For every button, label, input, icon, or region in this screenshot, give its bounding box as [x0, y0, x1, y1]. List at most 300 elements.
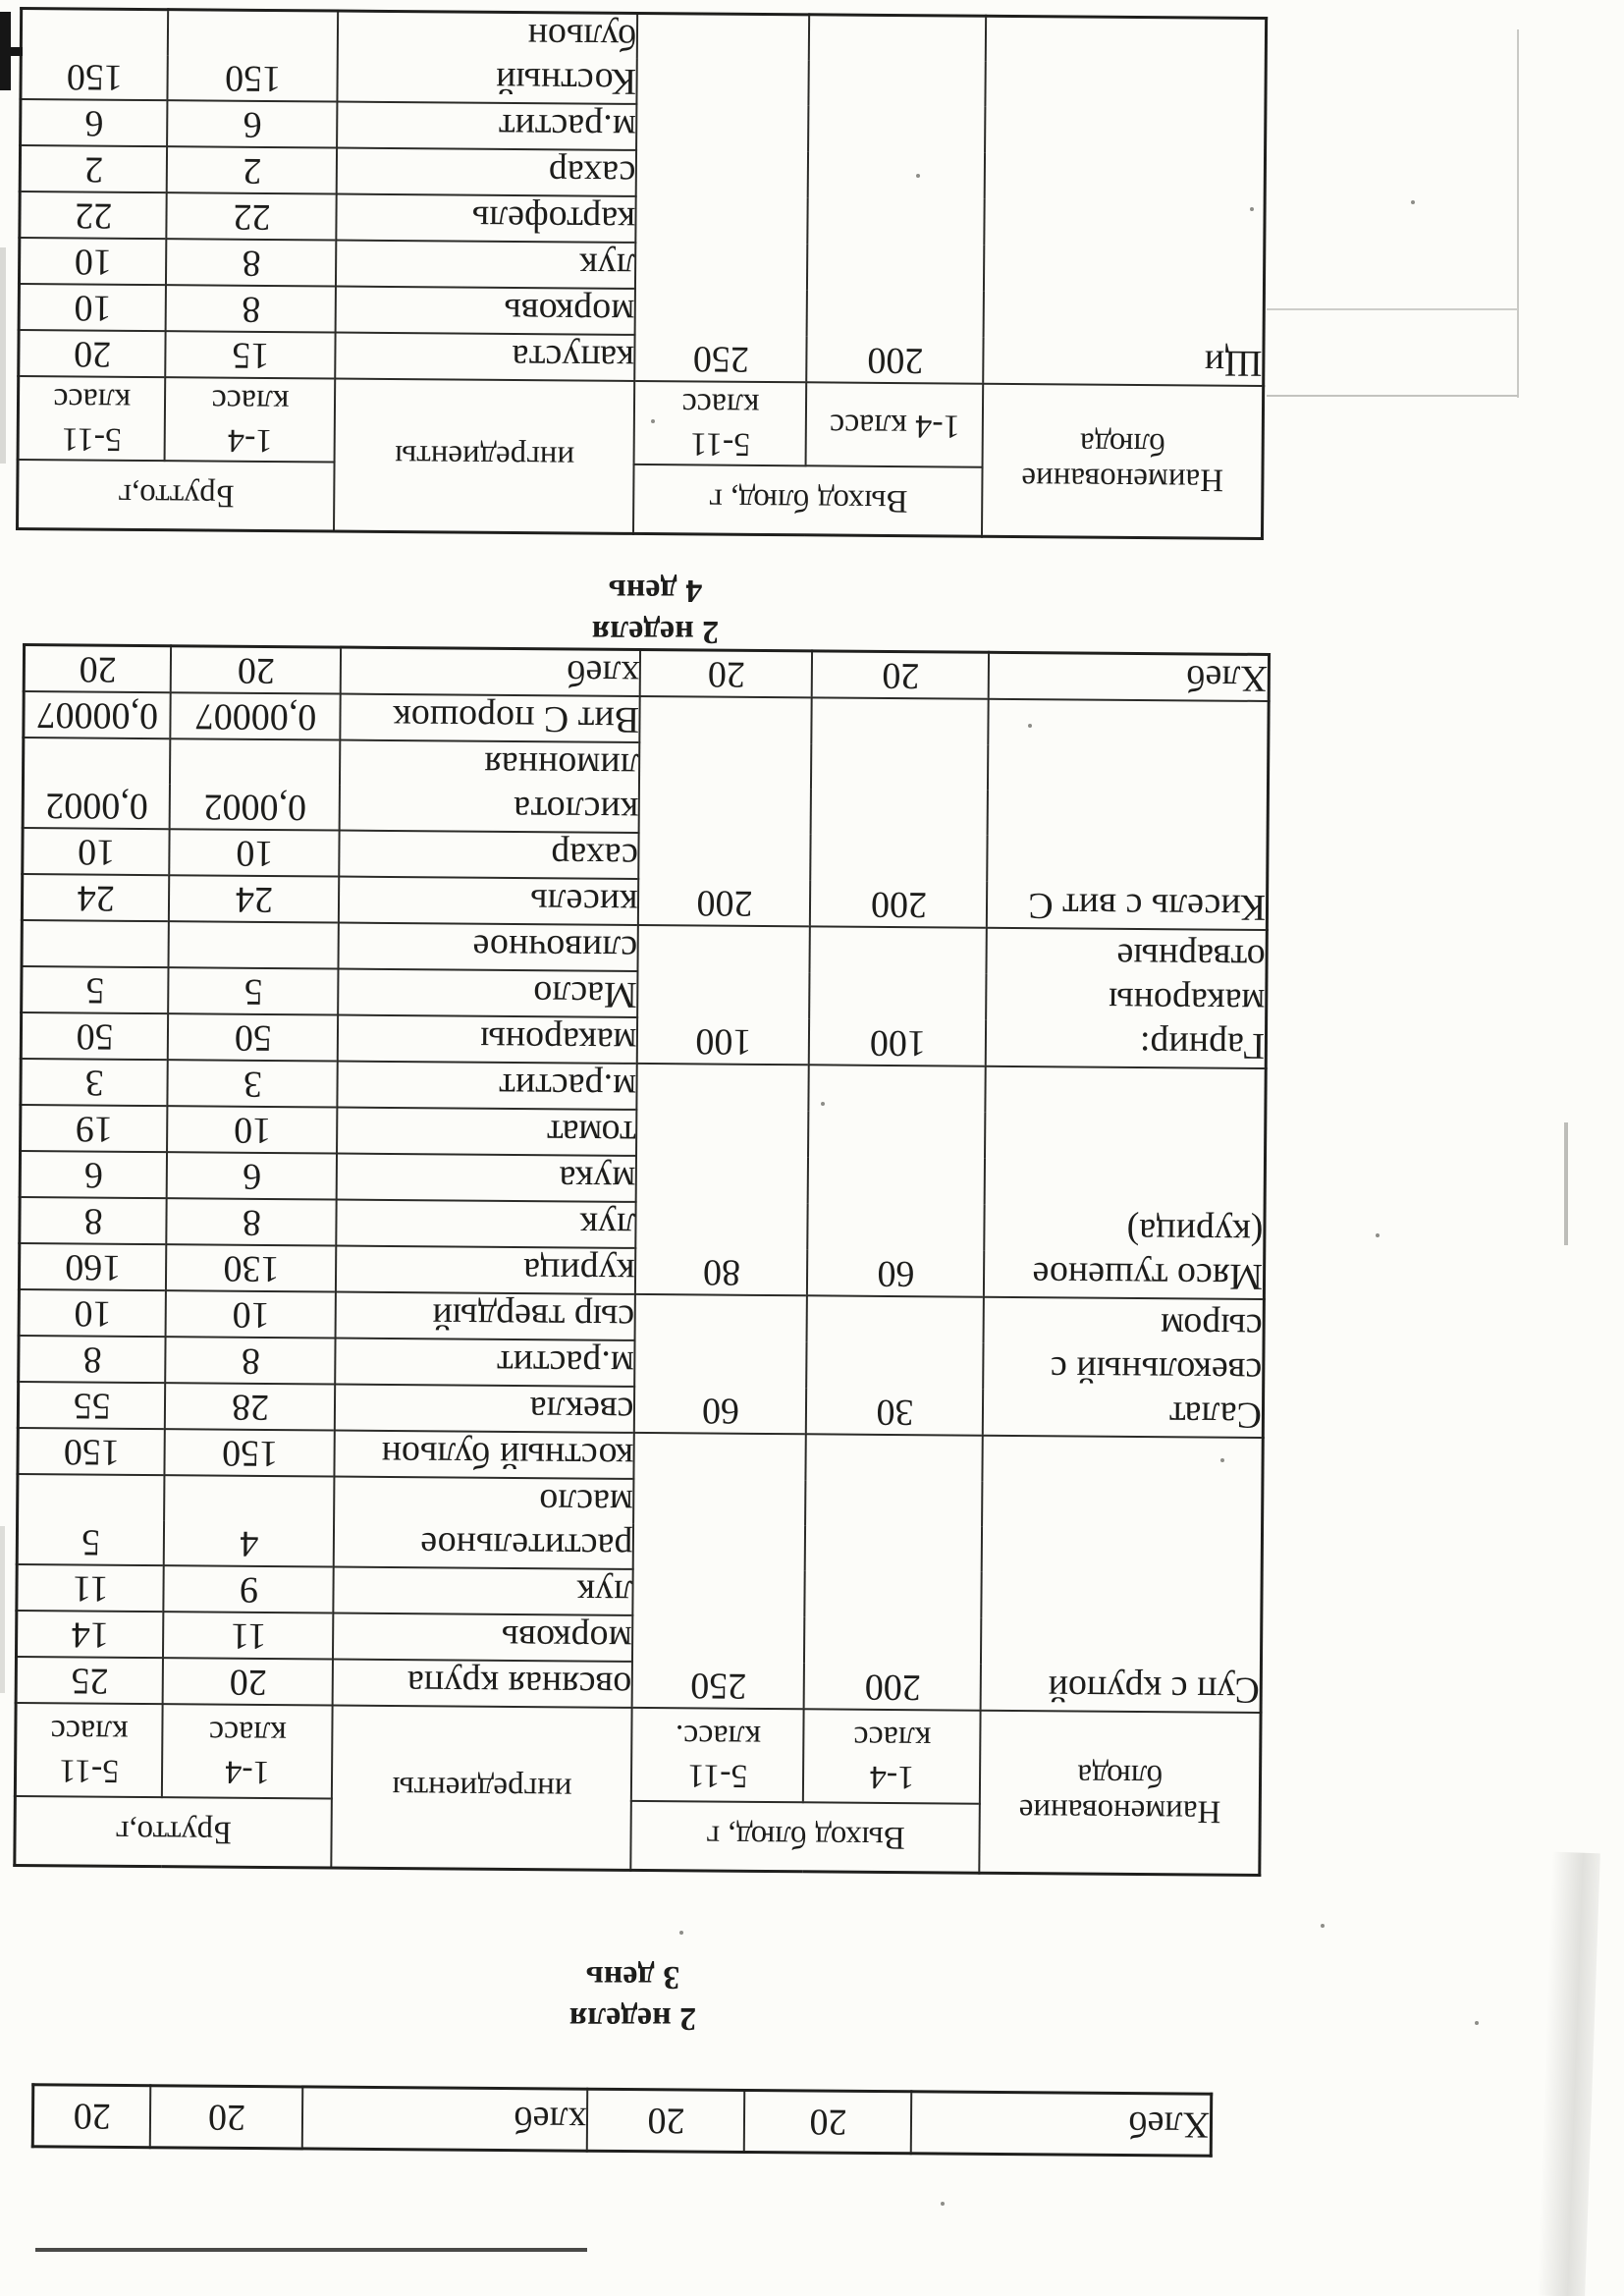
ingredient-cell	[341, 694, 640, 742]
header-dish-name	[982, 384, 1263, 538]
header-ingredients: ингредиенты	[334, 379, 634, 533]
brutto-value: 22	[75, 194, 113, 238]
text-line: свекольный с	[1050, 1348, 1263, 1393]
header-class-range	[806, 383, 984, 467]
vyhod-value-box	[639, 880, 809, 925]
ingredient-cell	[341, 648, 640, 697]
brutto-cell	[18, 1429, 165, 1476]
brutto-value: 8	[242, 1202, 262, 1244]
brutto-cell	[17, 1475, 165, 1566]
vyhod-cell	[632, 1433, 806, 1709]
brutto-value: 0,0002	[45, 785, 148, 828]
header-ingredients: ингредиенты	[332, 1706, 632, 1870]
text-line: класс.	[675, 1718, 762, 1755]
vyhod-value-box	[813, 653, 988, 698]
text-line: Хлеб	[1128, 2104, 1211, 2146]
brutto-cell	[167, 193, 337, 241]
brutto-cell	[23, 738, 171, 830]
text-line: блюда	[1077, 1757, 1164, 1793]
vyhod-cell	[804, 1435, 983, 1711]
text-line: сыр твердый	[432, 1295, 635, 1339]
text-line: кислота	[514, 789, 639, 832]
text-line: Костный	[495, 60, 637, 103]
scan-speck	[916, 174, 920, 178]
brutto-value: 20	[73, 2095, 111, 2137]
vyhod-value-box	[588, 2091, 743, 2151]
faint-table-rule	[1267, 395, 1518, 397]
brutto-value: 4	[240, 1523, 259, 1565]
ingredient-cell	[337, 194, 636, 243]
ingredient-cell	[335, 1385, 634, 1433]
text-line: Хлеб	[1186, 657, 1269, 700]
brutto-value: 6	[83, 1155, 104, 1197]
text-line: сахар	[551, 835, 639, 878]
brutto-value: 20	[79, 648, 117, 691]
vyhod-value: 100	[695, 1020, 752, 1064]
brutto-cell	[166, 286, 336, 333]
brutto-cell	[165, 1384, 335, 1431]
table-header-row	[17, 461, 1263, 539]
vyhod-cell	[744, 2090, 911, 2153]
ingredient-cell	[338, 1062, 637, 1110]
header-class-range	[165, 378, 336, 463]
scan-stray-line	[35, 2248, 587, 2252]
ingredient-cell	[334, 1477, 634, 1569]
vyhod-value-box	[808, 1251, 983, 1296]
brutto-cell	[22, 921, 169, 968]
brutto-value: 55	[73, 1385, 111, 1428]
text-line: 1-4	[225, 1753, 270, 1791]
brutto-value: 8	[242, 243, 261, 285]
title-week-line: 2 неделя	[568, 2000, 697, 2037]
table-bread-row	[34, 2088, 1213, 2153]
text-line: томат	[546, 1112, 636, 1155]
brutto-cell	[21, 1013, 168, 1061]
brutto-value: 10	[232, 1294, 270, 1337]
brutto-cell	[20, 1198, 167, 1245]
brutto-value: 50	[234, 1017, 273, 1060]
brutto-cell	[150, 2086, 302, 2149]
vyhod-value-box	[635, 1388, 805, 1433]
text-line: Наименование	[1021, 460, 1224, 498]
brutto-value: 9	[239, 1569, 259, 1612]
brutto-value: 19	[75, 1108, 114, 1151]
brutto-cell	[165, 1430, 335, 1477]
vyhod-cell	[635, 14, 810, 383]
vyhod-value-box	[810, 1020, 985, 1066]
table-day4-fragment	[21, 16, 1266, 535]
brutto-value: 8	[83, 1201, 103, 1243]
text-line: Салат	[1168, 1394, 1263, 1437]
vyhod-value-box	[805, 1665, 980, 1710]
ingredient-cell	[336, 1292, 635, 1340]
brutto-cell	[32, 2085, 150, 2148]
text-line: блюда	[1079, 425, 1166, 462]
ingredient-cell	[338, 1015, 637, 1064]
brutto-value: 160	[65, 1246, 122, 1289]
dish-cell	[987, 699, 1269, 930]
vyhod-cell	[806, 1296, 984, 1436]
brutto-cell	[24, 692, 171, 739]
ingredient-cell	[336, 1339, 635, 1387]
table-row	[22, 875, 1267, 931]
brutto-value: 8	[82, 1339, 102, 1382]
dish-cell	[989, 653, 1269, 702]
vyhod-value-box	[636, 1249, 806, 1294]
title-week-line: 2 неделя	[591, 614, 720, 650]
ingredient-cell	[333, 1613, 632, 1662]
ingredient-cell	[302, 2087, 587, 2151]
brutto-value: 10	[77, 831, 116, 874]
vyhod-cell	[810, 698, 989, 928]
text-line: 5-11	[687, 1757, 748, 1794]
brutto-value: 50	[76, 1015, 114, 1059]
brutto-value: 20	[229, 1662, 267, 1704]
vyhod-value-box	[807, 1390, 982, 1435]
brutto-value: 10	[74, 1292, 112, 1336]
text-line: отварные	[1116, 936, 1266, 979]
text-line: костный бульон	[381, 1434, 634, 1478]
vyhod-cell	[812, 651, 989, 699]
brutto-cell	[169, 876, 339, 923]
text-line: курица	[522, 1250, 635, 1293]
text-line: хлеб	[514, 2099, 587, 2141]
vyhod-cell	[635, 1064, 809, 1295]
table-header-row	[15, 1796, 1261, 1875]
text-line: лимонная	[484, 744, 639, 788]
brutto-cell	[22, 967, 169, 1014]
vyhod-cell	[807, 15, 987, 384]
vyhod-value-box	[808, 338, 983, 383]
vyhod-cell	[634, 1294, 807, 1434]
text-line: класс	[53, 381, 132, 418]
brutto-value: 22	[233, 196, 271, 239]
brutto-value: 15	[232, 335, 270, 377]
ingredient-cell	[338, 1108, 637, 1156]
vyhod-value: 20	[882, 655, 920, 697]
brutto-cell	[21, 9, 169, 101]
vyhod-value: 60	[877, 1253, 915, 1295]
text-line: (курица)	[1126, 1211, 1264, 1254]
brutto-cell	[164, 1566, 334, 1613]
brutto-cell	[17, 1564, 164, 1612]
brutto-value: 11	[72, 1567, 109, 1611]
brutto-cell	[163, 1659, 333, 1706]
brutto-value: 150	[224, 58, 282, 100]
vyhod-cell	[638, 696, 812, 926]
vyhod-value: 20	[707, 653, 746, 696]
text-line: сахар	[548, 152, 636, 195]
ingredient-cell	[333, 1660, 632, 1708]
scan-speck	[651, 419, 655, 423]
title-week2-day3	[542, 1954, 724, 2039]
ingredient-cell	[337, 1154, 636, 1202]
brutto-value: 0,0002	[203, 786, 307, 829]
table-row	[19, 1244, 1264, 1300]
vyhod-value: 60	[701, 1390, 740, 1433]
brutto-cell	[168, 101, 338, 148]
vyhod-cell	[809, 927, 987, 1066]
vyhod-cell	[587, 2089, 744, 2152]
vyhod-cell	[807, 1066, 986, 1297]
brutto-value: 2	[243, 150, 262, 192]
brutto-cell	[168, 10, 339, 102]
brutto-value: 2	[83, 149, 104, 191]
brutto-cell	[16, 1611, 163, 1658]
vyhod-value-box	[745, 2092, 910, 2152]
text-line: бульон	[527, 16, 637, 59]
ingredient-cell	[336, 287, 635, 335]
brutto-cell	[20, 146, 167, 193]
brutto-cell	[21, 1106, 168, 1153]
ingredient-cell	[338, 12, 638, 105]
brutto-cell	[169, 922, 339, 969]
text-line: класс	[50, 1713, 129, 1750]
table-row	[21, 1013, 1266, 1069]
brutto-value: 6	[243, 104, 262, 146]
scan-speck	[1220, 1458, 1224, 1462]
scan-streak	[1564, 1122, 1568, 1245]
brutto-value: 3	[84, 1063, 104, 1105]
title-day-line: 3 день	[585, 1959, 680, 1995]
header-brutto: Брутто,г	[15, 1796, 333, 1868]
vyhod-cell	[640, 650, 812, 698]
scan-speck	[1475, 2021, 1479, 2025]
dish-cell	[984, 17, 1267, 387]
ingredient-cell	[336, 241, 635, 289]
brutto-value: 20	[237, 650, 276, 692]
brutto-cell	[21, 1060, 168, 1107]
scan-speck	[821, 1102, 825, 1106]
vyhod-value: 20	[647, 2100, 685, 2142]
brutto-value	[170, 923, 338, 968]
brutto-value: 8	[241, 1340, 261, 1383]
brutto-cell	[16, 1657, 163, 1704]
brutto-value: 8	[242, 289, 261, 331]
text-line: лук	[579, 245, 635, 288]
scan-speck	[941, 2202, 945, 2206]
dish-cell	[981, 1436, 1263, 1713]
vyhod-value-box	[633, 1663, 803, 1708]
brutto-cell	[168, 1061, 338, 1108]
text-line: класс	[681, 386, 760, 423]
scan-speck	[1028, 724, 1032, 728]
brutto-value: 0,00007	[194, 695, 317, 738]
brutto-cell	[20, 1152, 167, 1199]
text-line: кисель	[530, 881, 638, 924]
brutto-cell	[20, 192, 167, 240]
scan-speck	[1411, 200, 1415, 204]
brutto-cell	[166, 1338, 336, 1385]
header-class-range	[15, 1703, 163, 1797]
menu-table-day3	[13, 644, 1271, 1877]
ingredient-cell	[336, 1246, 635, 1294]
table-row	[24, 645, 1269, 701]
text-line: свекла	[529, 1389, 634, 1432]
text-line: хлеб	[567, 652, 640, 695]
ingredient-cell	[339, 877, 638, 925]
header-vyhod: Выход блюд, г	[631, 1801, 981, 1873]
ingredient-cell	[339, 969, 638, 1017]
text-line: картофель	[471, 198, 636, 242]
vyhod-value-box	[638, 1018, 808, 1064]
vyhod-value-box	[636, 336, 806, 381]
brutto-cell	[168, 1107, 338, 1154]
brutto-value: 11	[230, 1615, 267, 1658]
vyhod-value: 200	[864, 1667, 921, 1709]
brutto-cell	[19, 1244, 166, 1291]
ingredient-cell	[340, 831, 639, 879]
brutto-value: 5	[81, 1522, 101, 1564]
brutto-value: 28	[231, 1387, 270, 1429]
brutto-cell	[19, 239, 166, 286]
text-line: овсяная крупа	[406, 1663, 632, 1707]
text-line: 1-4	[869, 1758, 915, 1796]
ingredient-cell	[338, 102, 637, 150]
header-class-range	[162, 1705, 333, 1799]
brutto-cell	[170, 830, 340, 877]
brutto-value: 130	[223, 1248, 280, 1290]
text-line: Суп с крупой	[1048, 1667, 1260, 1712]
ingredient-cell	[336, 333, 635, 381]
scan-speck	[679, 1931, 683, 1935]
brutto-value: 10	[74, 287, 112, 330]
brutto-cell	[24, 645, 171, 693]
header-vyhod: Выход блюд, г	[633, 465, 983, 536]
brutto-cell	[164, 1476, 335, 1567]
brutto-cell	[166, 1291, 336, 1339]
brutto-value: 5	[244, 971, 263, 1013]
brutto-value: 24	[235, 879, 274, 921]
faint-table-edge	[1517, 29, 1519, 398]
text-line: Вит С порошок	[393, 697, 640, 741]
brutto-cell	[19, 1290, 166, 1338]
brutto-cell	[18, 1383, 165, 1430]
brutto-cell	[166, 1245, 336, 1292]
ingredient-cell	[340, 740, 640, 833]
brutto-cell	[167, 147, 337, 194]
brutto-cell	[171, 646, 341, 694]
ingredient-cell	[339, 923, 638, 971]
brutto-value	[23, 922, 168, 967]
menu-table-bread	[31, 2083, 1213, 2157]
text-line: сливочное	[472, 927, 638, 970]
scan-edge-shadow	[1516, 1851, 1600, 2296]
scan-corner-mark	[9, 47, 23, 56]
text-line: растительное	[420, 1524, 633, 1568]
scan-speck	[1321, 1924, 1325, 1928]
text-line: класс	[853, 1719, 932, 1757]
header-class-range	[634, 381, 807, 465]
brutto-value: 10	[234, 1110, 272, 1152]
brutto-cell	[169, 968, 339, 1015]
brutto-value: 24	[77, 877, 115, 920]
brutto-value: 6	[84, 103, 104, 145]
ingredient-cell	[335, 1431, 634, 1479]
brutto-value: 25	[71, 1660, 109, 1703]
brutto-cell	[171, 693, 341, 740]
text-line: морковь	[504, 291, 635, 334]
brutto-cell	[170, 739, 341, 831]
brutto-value: 0,00007	[36, 694, 159, 738]
brutto-value: 150	[66, 56, 124, 99]
table-row	[32, 2085, 1211, 2156]
brutto-value: 6	[243, 1156, 262, 1198]
text-line: Кисель с вит С	[1028, 885, 1267, 929]
title-week2-day4	[565, 568, 746, 652]
text-line: макароны	[479, 1019, 637, 1063]
text-line: Щи	[1204, 342, 1263, 385]
brutto-cell	[19, 1337, 166, 1384]
vyhod-value: 250	[692, 338, 750, 381]
header-class-range	[631, 1708, 804, 1802]
faint-table-rule	[1267, 308, 1518, 310]
brutto-cell	[163, 1613, 333, 1660]
brutto-value: 10	[236, 833, 274, 875]
table-day3	[21, 648, 1269, 1872]
scan-speck	[1250, 207, 1254, 211]
vyhod-value: 200	[867, 340, 924, 382]
brutto-cell	[22, 875, 169, 922]
text-line: 5-11	[61, 420, 123, 458]
header-dish-name	[980, 1711, 1261, 1875]
brutto-cell	[166, 332, 336, 379]
brutto-cell	[168, 1014, 338, 1062]
brutto-cell	[166, 240, 336, 287]
vyhod-value: 200	[870, 884, 928, 926]
text-line: капуста	[512, 337, 635, 380]
header-class-range	[18, 377, 166, 462]
brutto-value: 20	[207, 2096, 246, 2138]
ingredient-cell	[337, 148, 636, 196]
text-line: Масло	[533, 973, 637, 1016]
text-line: макароны	[1108, 980, 1266, 1023]
brutto-value: 20	[73, 333, 112, 376]
brutto-value: 14	[71, 1613, 110, 1657]
text-line: Мясо тушеное	[1032, 1254, 1264, 1298]
scan-speck	[1376, 1233, 1380, 1237]
ingredient-cell	[337, 1200, 636, 1248]
vyhod-value: 80	[702, 1251, 741, 1294]
dish-cell	[983, 1297, 1264, 1438]
text-line: Наименование	[1018, 1791, 1221, 1830]
text-line: сыром	[1160, 1305, 1263, 1348]
header-brutto: Брутто,г	[17, 461, 335, 532]
vyhod-value-box	[811, 882, 986, 927]
header-class-range	[803, 1710, 981, 1804]
text-line: м.растит	[496, 1342, 634, 1386]
brutto-value: 10	[74, 241, 113, 284]
brutto-cell	[167, 1199, 337, 1246]
vyhod-value: 20	[809, 2101, 847, 2143]
vyhod-cell	[637, 925, 810, 1065]
brutto-cell	[19, 285, 166, 332]
text-line: лук	[579, 1204, 636, 1247]
brutto-value: 150	[63, 1431, 121, 1474]
scan-edge-sliver	[0, 247, 6, 464]
dish-cell	[911, 2092, 1211, 2156]
dish-cell	[984, 1066, 1266, 1299]
brutto-value: 3	[243, 1064, 263, 1106]
vyhod-value: 200	[696, 882, 753, 925]
brutto-value: 5	[85, 970, 105, 1012]
brutto-cell	[23, 829, 170, 876]
brutto-cell	[19, 331, 166, 378]
table-row	[18, 1383, 1263, 1439]
text-line: класс	[211, 382, 290, 420]
text-line: 1-4 класс	[829, 407, 960, 445]
vyhod-value: 30	[876, 1392, 914, 1434]
